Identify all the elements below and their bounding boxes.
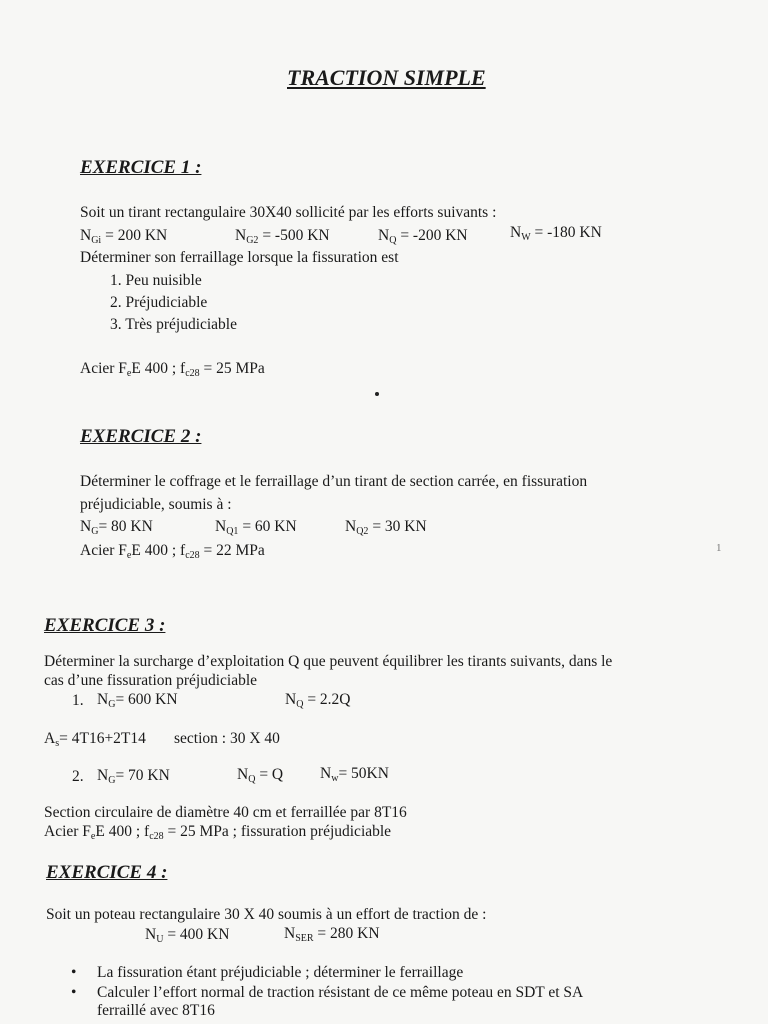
exercise-1-force-nw: $N_W = -180$ KN bbox=[510, 224, 602, 243]
exercise-2-line-1: Déterminer le coffrage et le ferraillage d’un tirant de section carrée, en fissuration bbox=[80, 473, 588, 490]
page-title: TRACTION SIMPLE bbox=[287, 65, 486, 90]
exercise-3-case-1-nq: $N_Q = 2.2Q$ bbox=[285, 691, 351, 710]
exercise-4-intro: Soit un poteau rectangulaire 30 X 40 soumis à un effort de traction de : bbox=[46, 906, 487, 923]
exercise-3-steel: Acier $F_eE$ 400 ; $f_{c28} = 25$ MPa ; fissuration préjudiciable bbox=[44, 823, 392, 842]
exercise-3-case-2-ng: $N_G= 70$ KN bbox=[97, 767, 170, 786]
exercise-3-case-2-nw: $N_w= 50KN$ bbox=[320, 765, 389, 784]
exercise-2-force-nq1: $N_{Q1} = 60$ KN bbox=[215, 518, 297, 537]
exercise-1-force-ng1: $N_{Gi} = 200$ KN bbox=[80, 227, 168, 246]
exercise-2-steel: Acier $F_eE$ 400 ; $f_{c28} = 22$ MPa bbox=[80, 542, 265, 561]
exercise-3-case-2-num: 2. bbox=[72, 768, 84, 785]
exercise-1-question: Déterminer son ferraillage lorsque la fissuration est bbox=[80, 249, 399, 266]
exercise-3-case-1-ng: $N_G= 600$ KN bbox=[97, 691, 178, 710]
exercise-1-force-nq: $N_Q = -200$ KN bbox=[378, 227, 468, 246]
exercise-2-heading: EXERCICE 2 : bbox=[80, 426, 202, 447]
exercise-3-as: $A_s= 4T16+2T14$ bbox=[44, 730, 146, 749]
exercise-1-force-ng2: $N_{G2} = -500$ KN bbox=[235, 227, 330, 246]
exercise-1-item-2: 2. Préjudiciable bbox=[110, 294, 208, 311]
exercise-1-item-1: 1. Peu nuisible bbox=[110, 272, 202, 289]
page-number: 1 bbox=[716, 542, 722, 554]
exercise-4-force-nu: $N_U = 400$ KN bbox=[145, 926, 230, 945]
exercise-3-case-2-nq: $N_Q = Q$ bbox=[237, 766, 284, 785]
exercise-4-heading: EXERCICE 4 : bbox=[46, 862, 168, 883]
exercise-2-force-ng: $N_G= 80$ KN bbox=[80, 518, 153, 537]
exercise-3-case-1-num: 1. bbox=[72, 692, 84, 709]
ink-dot bbox=[375, 392, 379, 396]
exercise-1-intro: Soit un tirant rectangulaire 30X40 sollicité par les efforts suivants : bbox=[80, 204, 497, 221]
exercise-3-section: section : 30 X 40 bbox=[174, 730, 280, 747]
exercise-3-section-line: Section circulaire de diamètre 40 cm et ferraillée par 8T16 bbox=[44, 804, 407, 821]
exercise-4-bullet-1: • La fissuration étant préjudiciable ; déterminer le ferraillage bbox=[97, 963, 463, 982]
exercise-4-bullet-2: • Calculer l’effort normal de traction résistant de ce même poteau en SDT et SA bbox=[97, 983, 583, 1002]
exercise-3-line-2: cas d’une fissuration préjudiciable bbox=[44, 672, 258, 689]
exercise-4-force-nser: $N_{SER} = 280$ KN bbox=[284, 925, 380, 944]
exercise-4-bullet-2-cont: ferraillé avec 8T16 bbox=[97, 1002, 215, 1019]
exercise-2-force-nq2: $N_{Q2} = 30$ KN bbox=[345, 518, 427, 537]
exercise-1-heading: EXERCICE 1 : bbox=[80, 157, 202, 178]
exercise-3-line-1: Déterminer la surcharge d’exploitation Q que peuvent équilibrer les tirants suivants, dans le bbox=[44, 653, 613, 670]
exercise-2-line-2: préjudiciable, soumis à : bbox=[80, 496, 232, 513]
exercise-1-steel: Acier $F_eE$ 400 ; $f_{c28} = 25$ MPa bbox=[80, 360, 265, 379]
exercise-1-item-3: 3. Très préjudiciable bbox=[110, 316, 237, 333]
exercise-3-heading: EXERCICE 3 : bbox=[44, 615, 166, 636]
